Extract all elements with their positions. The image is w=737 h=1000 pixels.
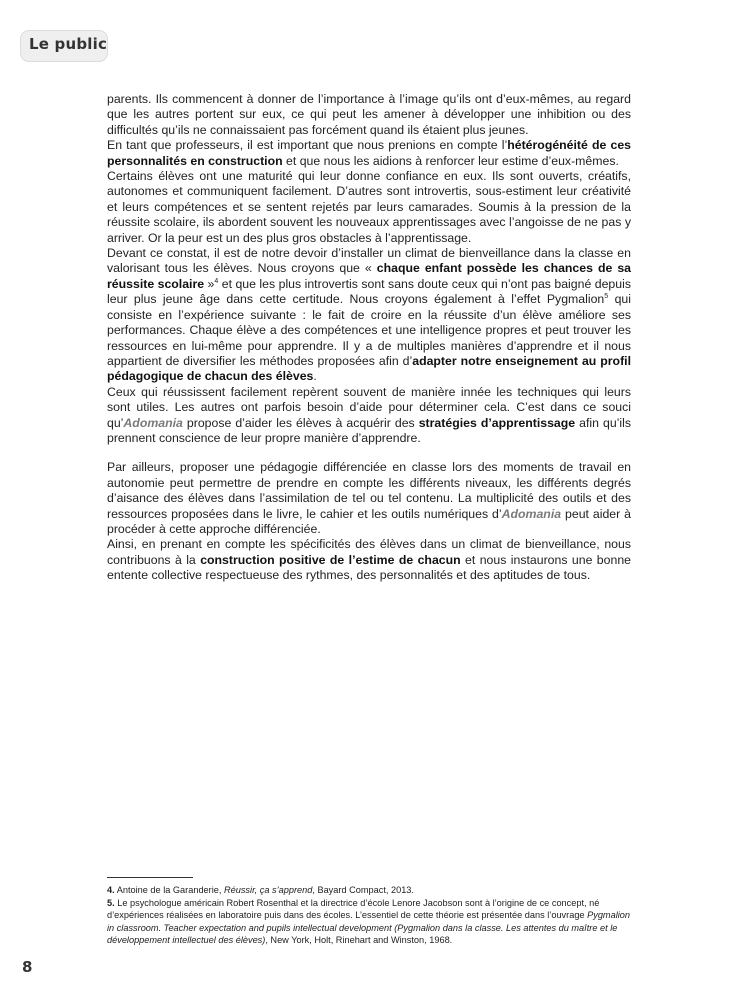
paragraph-2-text-c: et que nous les aidions à renforcer leur estime d’eux-mêmes.	[282, 153, 619, 168]
paragraph-7-text-c: et nous instaurons une bonne entente collective respectueuse des rythmes, des personnalités et des aptitudes de tous.	[107, 552, 632, 583]
paragraph-5	[107, 385, 631, 447]
footnotes	[107, 884, 635, 947]
footnote-ref-5[interactable]: 5	[604, 293, 609, 301]
paragraph-5-text-b: propose d’aider les élèves à acquérir des	[182, 415, 419, 430]
paragraph-4	[107, 246, 631, 385]
brand-name-adomania: Adomania	[501, 506, 562, 521]
paragraph-4-text-g: .	[313, 369, 317, 384]
paragraph-4-text-a: Devant ce constat, il est de notre devoir d’installer un climat de bienveillance dans la classe en valorisant tous les élèves. Nous croyons que «	[107, 246, 631, 276]
paragraph-4-text-d: et que les plus introvertis sont sans doute ceux qui n’ont pas baigné depuis leur plus jeune âge dans cette certitude. Nous croyons également à l’effet Pygmalion	[107, 276, 631, 307]
footnote-5-text-a: Le psychologue américain Robert Rosenthal et la directrice d’école Lenore Jacobson sont à l’origine de ce concept, né d’expériences réalisées en laboratoire puis dans des écoles. L’essentiel de cette théorie est présentée dans l’ouvrage	[107, 898, 600, 921]
footnote-5	[107, 897, 635, 946]
paragraph-6	[107, 460, 631, 537]
section-tab	[20, 30, 108, 62]
footnote-4-text-b: , Bayard Compact, 2013.	[312, 885, 414, 895]
brand-name-adomania: Adomania	[123, 415, 183, 430]
paragraph-4-bold-quote: chaque enfant possède les chances de sa réussite scolaire	[107, 261, 631, 291]
paragraph-6-text-b: peut aider à procéder à cette approche différenciée.	[107, 506, 631, 536]
footnote-divider	[107, 877, 193, 878]
footnote-4	[107, 884, 635, 896]
footnote-4-number: 4.	[107, 885, 115, 895]
footnote-5-number: 5.	[107, 898, 115, 909]
paragraph-7	[107, 537, 631, 583]
footnote-ref-4[interactable]: 4	[214, 277, 219, 285]
paragraph-5-text-a: Ceux qui réussissent facilement repèrent souvent de manière innée les techniques qui leurs sont utiles. Les autres ont parfois besoin d’aide pour déterminer cela. C’est dans ce souci qu’	[107, 384, 631, 430]
paragraph-2	[107, 138, 631, 169]
footnote-5-text-b: , New York, Holt, Rinehart and Winston, 1968.	[265, 934, 453, 945]
footnote-4-title: Réussir, ça s’apprend	[223, 885, 313, 895]
paragraph-4-bold-adapter: adapter notre enseignement au profil pédagogique de chacun des élèves	[107, 353, 631, 384]
paragraph-5-bold: stratégies d’apprentissage	[418, 415, 576, 430]
paragraph-2-bold: hétérogénéité de ces personnalités en construction	[107, 138, 631, 168]
paragraph-7-text-a: Ainsi, en prenant en compte les spécificités des élèves dans un climat de bienveillance, nous contribuons à la	[107, 537, 631, 567]
paragraph-6-text-a: Par ailleurs, proposer une pédagogie différenciée en classe lors des moments de travail en autonomie peut permettre de prendre en compte les différents niveaux, les différents degrés d’aisance des élèves dans l’assimilation de tel ou tel contenu. La multiplicité des outils et des ressources proposées dans le livre, le cahier et les outils numériques d’	[107, 460, 631, 521]
paragraph-3: Certains élèves ont une maturité qui leur donne confiance en eux. Ils sont ouverts, créatifs, autonomes et communiquent facilement. D’autres sont introvertis, sous-estiment leur créativité et leurs compétences et se sentent rejetés par leurs camarades. Soumis à la pression de la réussite scolaire, ils abordent souvent les nouveaux apprentissages avec l’angoisse de ne pas y arriver. Or la peur est un des plus gros obstacles à l’apprentissage.	[107, 169, 631, 245]
paragraph-5-text-d: afin qu’ils prennent conscience de leur propre manière d’apprendre.	[107, 415, 631, 445]
footnote-4-text-a: Antoine de la Garanderie,	[114, 885, 224, 895]
paragraph-4-text-e: qui consiste en l’expérience suivante : le fait de croire en la réussite d’un élève améliore ses performances. Chaque élève a des compétences et une intelligence propres et peut trouver les ressources en lui-même pour apprendre. Il y a de multiples manières d’apprendre et il nous appartient de diversifier les méthodes proposées afin d’	[107, 292, 632, 368]
page-number: 8	[22, 958, 33, 976]
section-tab-label: Le public	[29, 35, 108, 53]
footnote-5-title: Pygmalion in classroom. Teacher expectation and pupils intellectual development (Pygmalion dans la classe. Les attentes du maître et le développement intellectuel des élèves)	[107, 910, 630, 945]
paragraph-2-text-a: En tant que professeurs, il est important que nous prenions en compte l’	[107, 138, 508, 153]
paragraph-4-text-c: »	[204, 276, 215, 291]
paragraph-1: parents. Ils commencent à donner de l’importance à l’image qu’ils ont d’eux-mêmes, au regard que les autres portent sur eux, ce qui peut les amener à développer une inhibition ou des difficultés qu’ils ne connaissaient pas forcément quand ils étaient plus jeunes.	[107, 92, 631, 137]
paragraph-7-bold: construction positive de l’estime de chacun	[200, 552, 461, 567]
body-text	[107, 92, 631, 584]
